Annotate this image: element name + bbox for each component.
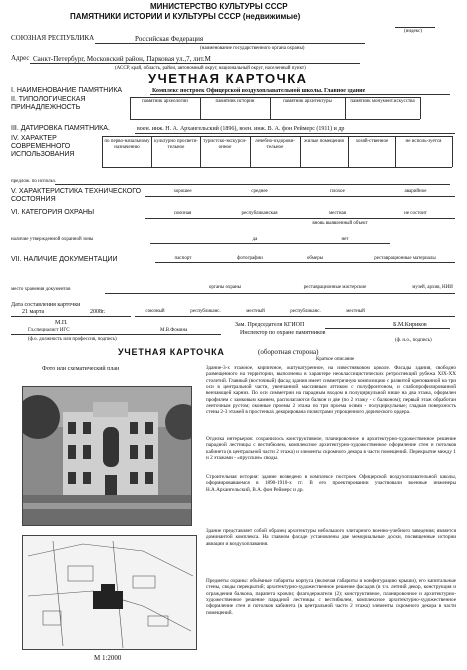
section6-label: VI. КАТЕГОРИЯ ОХРАНЫ	[11, 209, 95, 216]
photo-label: Фото или схематический план	[42, 366, 120, 372]
zone-label: наличие утвержденной охранной зоны	[11, 237, 94, 242]
chief-title: Зам. Председателя КГИОП	[235, 322, 305, 328]
description-p5: Предметы охраны: объёмные габариты корпуса (включая габариты и конфигурацию крыши), его капитальные стены, своды перекрытий; архитектурно-художественное решение фасадов (в т.ч. летний декор, конструкция и ограждения балкона, парапета кровли; флагодержатели (2); конструктивное, планировочное и архитектурно-художественное решение парадной лестницы с вестибюлем, комплексное архитектурно-художественное оформление стен и потолков кабинета (в центральной части 2 этажа) элементы скромного декора в части помещений.	[206, 578, 456, 616]
chief-note: (ф. и.о., подпись)	[395, 338, 432, 343]
usage-medical: лечебно-оздорови-тельное	[255, 139, 295, 150]
zone-yes: да	[252, 237, 258, 242]
category-union: союзная	[173, 211, 192, 216]
condition-average: среднее	[251, 189, 268, 194]
section3-label: III. ДАТИРОВКА ПАМЯТНИКА.	[11, 125, 110, 132]
back-title: УЧЕТНАЯ КАРТОЧКА	[118, 347, 225, 357]
typology-archaeology: памятник археологии	[142, 99, 188, 104]
usage-tourist: туристско-экскурси-онное	[203, 139, 247, 150]
specialist-title: Гл.специалист ИГС	[28, 328, 70, 333]
monuments-heading: ПАМЯТНИКИ ИСТОРИИ И КУЛЬТУРЫ СССР (недвижимые)	[70, 12, 301, 21]
usage-residential: жилые помещения	[304, 139, 344, 144]
category-none: не состоит	[404, 211, 427, 216]
section5-label: V. ХАРАКТЕРИСТИКА ТЕХНИЧЕСКОГО СОСТОЯНИЯ	[11, 188, 142, 203]
index-label: (индекс)	[404, 29, 422, 34]
ministry-heading: МИНИСТЕРСТВО КУЛЬТУРЫ СССР	[150, 2, 288, 11]
level-local-1: местный	[246, 309, 265, 314]
section2-label: II. ТИПОЛОГИЧЕСКАЯ ПРИНАДЛЕЖНОСТЬ	[11, 96, 86, 111]
date-label: Дата составления карточки	[11, 302, 81, 308]
specialist-note: (ф.о. должность или профессия, подпись)	[28, 337, 117, 342]
union-republic-note: (наименование государственного органа охраны)	[200, 46, 305, 51]
date-year: 2008г.	[90, 309, 106, 315]
scale-label: М 1:2000	[94, 654, 122, 662]
zone-no: нет	[341, 237, 349, 242]
desc-label: Краткое описание	[316, 357, 355, 362]
building-photo-icon	[23, 387, 192, 526]
doc-measurements: обмеры	[306, 256, 324, 261]
level-republic-2: республиканс.	[290, 309, 321, 314]
storage-protection: органы охраны	[208, 285, 242, 290]
section7-label: VII. НАЛИЧИЕ ДОКУМЕНТАЦИИ	[11, 256, 118, 263]
doc-photos: фотографии	[237, 256, 263, 261]
address-value: Санкт-Петербург, Московский район, Парковая ул.,7, лит.М	[33, 55, 211, 63]
section4-label: IV. ХАРАКТЕР СОВРЕМЕННОГО ИСПОЛЬЗОВАНИЯ	[11, 135, 75, 158]
typology-monumental-art: памятник монумент.искусства	[350, 99, 415, 104]
inspector-label: Инспектор по охране памятников	[240, 330, 326, 336]
storage-museum: музей, архив, НИИ	[412, 285, 453, 290]
description-p2: Отделка интерьеров: сохранилось конструктивное, планировочное и архитектурно-художественное решение парадной лестницы с вестибюлем, комплексное архитектурно-художественное оформление стен и потолков кабинета (в центральной части 2 этажа) и элементы скромного декора в части помещений. Перекрытие между 1 и 2 этажами - «прусские» своды.	[206, 436, 456, 462]
chief-name: Б.М.Кириков	[393, 322, 427, 328]
address-label: Адрес	[11, 54, 30, 62]
condition-emergency: аварийное	[404, 189, 427, 194]
doc-passport: паспорт	[174, 256, 192, 261]
level-republic-1: республиканс.	[190, 309, 221, 314]
usage-unused: не исполь-зуется	[405, 139, 442, 144]
condition-poor: плохое	[330, 189, 345, 194]
address-note: (АССР, край, область, район, автономный округ, национальный округ, населенный пункт)	[115, 66, 306, 71]
usage-proposal-label: предлож. по использ.	[11, 179, 57, 184]
usage-cultural: культурно просвети-тельное	[154, 139, 198, 150]
section1-value: Комплекс построек Офицерской воздухоплавательной школы. Главное здание	[152, 88, 366, 94]
description-p4: Здание представляет собой образец архитектуры небольшого элитарного военно-учебного заведения; является доминантой комплекса. На главном фасаде установлены две мемориальные доски, посвященные истории авиации и воздухоплавания.	[206, 528, 456, 547]
storage-workshops: реставрационные мастерские	[303, 285, 367, 290]
doc-restoration: реставрационные материалы	[374, 256, 436, 261]
category-new: вновь выявленный объект	[312, 221, 368, 226]
card-title: УЧЕТНАЯ КАРТОЧКА	[148, 71, 308, 86]
section1-label: I. НАИМЕНОВАНИЕ ПАМЯТНИКА	[11, 87, 123, 94]
mp-label: М.П.	[55, 320, 68, 326]
section3-value: воен. инж. Н. А. Архангельский (1896), воен. инж. В. А. фон Реймерс (1911) и др	[137, 126, 345, 132]
description-p3: Строительная история: здание возведено в комплексе построек Офицерской воздухоплавательной школы, оформировавшемся в 1890-1910-х гг. В его проектировании участвовали военные инженеры Н.А.Архангельский, В.А. фон Реймерс и др.	[206, 474, 456, 493]
storage-label: место хранения документов	[11, 287, 71, 292]
level-local-2: местный	[346, 309, 365, 314]
usage-original: по перво-начальному назначению	[104, 139, 150, 150]
description-p1: Здание-3-х этажное, кирпичное, оштукатуренное, на известняковом цоколе. Фасады здания, свободно размещенного на территории, выполнены в характере неоклассицистических ретроспекций рубежа XIX-XX столетий. Главный (восточный) фасад здания имеет симметричную композицию с развитой крепованной на три оси в центральной части, увенчанной массивным аттиком с полуфронтоном, и слабопрофилированной венчающей карниз. По оси симметрии на парадным входом в полуциркульной нише на два этажа, оформлен профилем с замковым камнем, располагаются балкон и две (по 2 этажу - с балконом); первый этаж обработан ленточным рустом; оконные проемы 2 этажа по три проема осями - полуциркульные; гладкая поверхность стены 2-3 этажей в простенках декорирована пилястрами упрощенного дорического ордера.	[206, 365, 456, 416]
site-plan	[22, 535, 197, 650]
category-republic: республиканская	[241, 211, 278, 216]
typology-history: памятник истории	[215, 99, 255, 104]
site-plan-icon	[23, 536, 198, 651]
union-republic-value: Российская Федерация	[135, 35, 204, 43]
usage-economic: хозяй-ственное	[355, 139, 389, 144]
building-photo	[22, 386, 192, 526]
typology-architecture: памятник архитектуры	[283, 99, 332, 104]
union-republic-label: СОЮЗНАЯ РЕСПУБЛИКА	[11, 34, 95, 42]
specialist-name: М.В.Фомина	[160, 328, 188, 333]
date-value: 21 марта	[22, 309, 45, 315]
condition-good: хорошее	[173, 189, 192, 194]
back-subtitle: (оборотная сторона)	[258, 348, 319, 356]
level-union: союзный	[145, 309, 165, 314]
category-local: местная	[328, 211, 347, 216]
